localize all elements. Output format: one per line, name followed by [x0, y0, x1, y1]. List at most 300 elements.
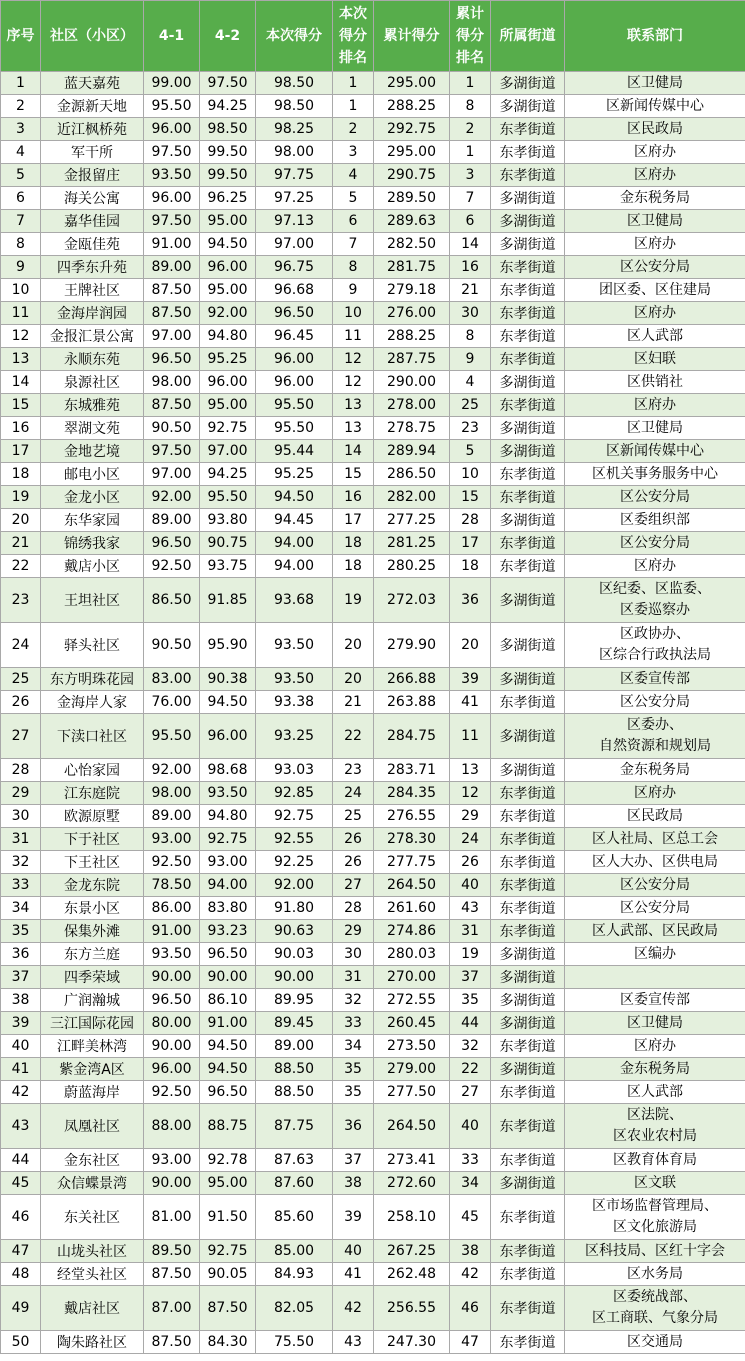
table-row	[1, 440, 745, 463]
cumulative-rank-cell: 8	[450, 95, 491, 118]
table-row	[1, 463, 745, 486]
score-4-1-cell: 89.00	[144, 509, 200, 532]
current-rank-cell: 20	[333, 668, 374, 691]
score-4-1-cell: 87.50	[144, 1331, 200, 1354]
community-cell: 四季荣域	[41, 966, 144, 989]
score-4-2-cell: 93.50	[200, 782, 256, 805]
street-cell: 多湖街道	[491, 440, 565, 463]
cumulative-rank-cell: 2	[450, 118, 491, 141]
score-4-2-cell: 93.23	[200, 920, 256, 943]
cumulative-rank-cell: 14	[450, 233, 491, 256]
current-score-cell: 89.45	[256, 1012, 333, 1035]
serial-cell: 37	[1, 966, 41, 989]
community-cell: 军干所	[41, 141, 144, 164]
community-cell: 下王社区	[41, 851, 144, 874]
contact-dept-cell: 区机关事务服务中心	[565, 463, 745, 486]
current-rank-cell: 35	[333, 1081, 374, 1104]
current-rank-cell: 31	[333, 966, 374, 989]
serial-cell: 45	[1, 1172, 41, 1195]
cumulative-rank-cell: 16	[450, 256, 491, 279]
score-4-2-cell: 92.75	[200, 1240, 256, 1263]
street-cell: 多湖街道	[491, 72, 565, 95]
serial-cell: 2	[1, 95, 41, 118]
score-4-2-cell: 94.50	[200, 1058, 256, 1081]
table-row	[1, 1149, 745, 1172]
current-rank-cell: 15	[333, 463, 374, 486]
street-cell: 东孝街道	[491, 851, 565, 874]
cumulative-score-cell: 283.71	[374, 759, 450, 782]
score-4-2-cell: 90.00	[200, 966, 256, 989]
table-row	[1, 1035, 745, 1058]
header-community: 社区（小区）	[41, 1, 144, 72]
table-row	[1, 920, 745, 943]
serial-cell: 39	[1, 1012, 41, 1035]
cumulative-score-cell: 295.00	[374, 72, 450, 95]
cumulative-score-cell: 277.25	[374, 509, 450, 532]
score-4-1-cell: 97.00	[144, 325, 200, 348]
score-4-2-cell: 90.75	[200, 532, 256, 555]
table-row	[1, 256, 745, 279]
table-row	[1, 348, 745, 371]
score-4-1-cell: 93.50	[144, 943, 200, 966]
score-4-1-cell: 96.50	[144, 989, 200, 1012]
current-rank-cell: 14	[333, 440, 374, 463]
cumulative-rank-cell: 36	[450, 578, 491, 623]
cumulative-score-cell: 278.30	[374, 828, 450, 851]
current-rank-cell: 28	[333, 897, 374, 920]
community-cell: 王坦社区	[41, 578, 144, 623]
current-rank-cell: 6	[333, 210, 374, 233]
score-4-2-cell: 95.90	[200, 623, 256, 668]
cumulative-rank-cell: 45	[450, 1195, 491, 1240]
cumulative-score-cell: 284.35	[374, 782, 450, 805]
serial-cell: 28	[1, 759, 41, 782]
current-rank-cell: 1	[333, 95, 374, 118]
serial-cell: 24	[1, 623, 41, 668]
contact-dept-cell: 金东税务局	[565, 759, 745, 782]
current-rank-cell: 41	[333, 1263, 374, 1286]
current-rank-cell: 5	[333, 187, 374, 210]
community-cell: 永顺东苑	[41, 348, 144, 371]
serial-cell: 42	[1, 1081, 41, 1104]
community-cell: 金源新天地	[41, 95, 144, 118]
community-cell: 金东社区	[41, 1149, 144, 1172]
current-rank-cell: 19	[333, 578, 374, 623]
community-cell: 金报汇景公寓	[41, 325, 144, 348]
cumulative-rank-cell: 42	[450, 1263, 491, 1286]
table-row	[1, 371, 745, 394]
score-4-1-cell: 96.50	[144, 348, 200, 371]
table-row	[1, 164, 745, 187]
current-rank-cell: 21	[333, 691, 374, 714]
current-rank-cell: 7	[333, 233, 374, 256]
cumulative-rank-cell: 19	[450, 943, 491, 966]
score-4-2-cell: 93.75	[200, 555, 256, 578]
header-current-score: 本次得分	[256, 1, 333, 72]
community-cell: 东城雅苑	[41, 394, 144, 417]
current-rank-cell: 3	[333, 141, 374, 164]
cumulative-score-cell: 262.48	[374, 1263, 450, 1286]
cumulative-score-cell: 282.00	[374, 486, 450, 509]
current-score-cell: 90.63	[256, 920, 333, 943]
cumulative-rank-cell: 35	[450, 989, 491, 1012]
cumulative-rank-cell: 47	[450, 1331, 491, 1354]
contact-dept-cell: 区人大办、区供电局	[565, 851, 745, 874]
cumulative-score-cell: 270.00	[374, 966, 450, 989]
score-4-2-cell: 88.75	[200, 1104, 256, 1149]
serial-cell: 7	[1, 210, 41, 233]
contact-dept-cell: 区委组织部	[565, 509, 745, 532]
street-cell: 东孝街道	[491, 394, 565, 417]
street-cell: 多湖街道	[491, 210, 565, 233]
table-body	[1, 72, 745, 1354]
cumulative-score-cell: 289.94	[374, 440, 450, 463]
serial-cell: 6	[1, 187, 41, 210]
street-cell: 东孝街道	[491, 463, 565, 486]
current-score-cell: 85.60	[256, 1195, 333, 1240]
score-4-1-cell: 86.50	[144, 578, 200, 623]
score-4-1-cell: 93.50	[144, 164, 200, 187]
current-rank-cell: 23	[333, 759, 374, 782]
current-score-cell: 94.00	[256, 555, 333, 578]
score-4-1-cell: 96.00	[144, 187, 200, 210]
cumulative-score-cell: 288.25	[374, 325, 450, 348]
table-row	[1, 72, 745, 95]
current-score-cell: 94.00	[256, 532, 333, 555]
current-rank-cell: 12	[333, 371, 374, 394]
street-cell: 多湖街道	[491, 623, 565, 668]
current-score-cell: 92.85	[256, 782, 333, 805]
cumulative-rank-cell: 17	[450, 532, 491, 555]
street-cell: 多湖街道	[491, 668, 565, 691]
current-score-cell: 96.45	[256, 325, 333, 348]
serial-cell: 3	[1, 118, 41, 141]
table-row	[1, 714, 745, 759]
table-row	[1, 141, 745, 164]
score-4-1-cell: 90.00	[144, 1172, 200, 1195]
score-4-1-cell: 80.00	[144, 1012, 200, 1035]
street-cell: 东孝街道	[491, 897, 565, 920]
contact-dept-cell	[565, 966, 745, 989]
score-4-1-cell: 92.50	[144, 555, 200, 578]
table-row	[1, 691, 745, 714]
contact-dept-cell: 区市场监督管理局、 区文化旅游局	[565, 1195, 745, 1240]
community-cell: 东方明珠花园	[41, 668, 144, 691]
community-cell: 四季东升苑	[41, 256, 144, 279]
serial-cell: 13	[1, 348, 41, 371]
street-cell: 东孝街道	[491, 1286, 565, 1331]
cumulative-rank-cell: 6	[450, 210, 491, 233]
current-score-cell: 75.50	[256, 1331, 333, 1354]
current-score-cell: 97.13	[256, 210, 333, 233]
current-rank-cell: 24	[333, 782, 374, 805]
score-4-1-cell: 89.00	[144, 805, 200, 828]
score-4-2-cell: 91.85	[200, 578, 256, 623]
cumulative-rank-cell: 30	[450, 302, 491, 325]
score-4-1-cell: 90.50	[144, 417, 200, 440]
serial-cell: 10	[1, 279, 41, 302]
street-cell: 东孝街道	[491, 1035, 565, 1058]
street-cell: 多湖街道	[491, 187, 565, 210]
street-cell: 多湖街道	[491, 371, 565, 394]
serial-cell: 48	[1, 1263, 41, 1286]
table-header	[1, 1, 745, 72]
community-cell: 下渎口社区	[41, 714, 144, 759]
contact-dept-cell: 区科技局、区红十字会	[565, 1240, 745, 1263]
contact-dept-cell: 区民政局	[565, 118, 745, 141]
current-rank-cell: 39	[333, 1195, 374, 1240]
table-row	[1, 417, 745, 440]
cumulative-score-cell: 263.88	[374, 691, 450, 714]
cumulative-rank-cell: 4	[450, 371, 491, 394]
score-4-2-cell: 95.50	[200, 486, 256, 509]
serial-cell: 32	[1, 851, 41, 874]
current-rank-cell: 32	[333, 989, 374, 1012]
serial-cell: 44	[1, 1149, 41, 1172]
current-score-cell: 98.50	[256, 72, 333, 95]
cumulative-score-cell: 272.60	[374, 1172, 450, 1195]
community-cell: 金地艺境	[41, 440, 144, 463]
community-cell: 陶朱路社区	[41, 1331, 144, 1354]
table-row	[1, 532, 745, 555]
street-cell: 东孝街道	[491, 325, 565, 348]
score-4-2-cell: 91.50	[200, 1195, 256, 1240]
cumulative-score-cell: 290.00	[374, 371, 450, 394]
score-4-1-cell: 86.00	[144, 897, 200, 920]
contact-dept-cell: 区文联	[565, 1172, 745, 1195]
contact-dept-cell: 区人武部、区民政局	[565, 920, 745, 943]
score-4-1-cell: 92.50	[144, 851, 200, 874]
current-score-cell: 87.63	[256, 1149, 333, 1172]
community-cell: 金海岸人家	[41, 691, 144, 714]
serial-cell: 36	[1, 943, 41, 966]
street-cell: 多湖街道	[491, 578, 565, 623]
current-rank-cell: 26	[333, 851, 374, 874]
community-cell: 近江枫桥苑	[41, 118, 144, 141]
current-score-cell: 85.00	[256, 1240, 333, 1263]
cumulative-score-cell: 274.86	[374, 920, 450, 943]
serial-cell: 9	[1, 256, 41, 279]
serial-cell: 17	[1, 440, 41, 463]
current-rank-cell: 36	[333, 1104, 374, 1149]
community-cell: 金瓯佳苑	[41, 233, 144, 256]
cumulative-rank-cell: 8	[450, 325, 491, 348]
cumulative-rank-cell: 41	[450, 691, 491, 714]
table-row	[1, 509, 745, 532]
street-cell: 多湖街道	[491, 417, 565, 440]
current-score-cell: 98.50	[256, 95, 333, 118]
community-cell: 金龙东院	[41, 874, 144, 897]
score-4-1-cell: 96.00	[144, 1058, 200, 1081]
serial-cell: 31	[1, 828, 41, 851]
community-cell: 蓝天嘉苑	[41, 72, 144, 95]
score-4-1-cell: 90.00	[144, 1035, 200, 1058]
serial-cell: 19	[1, 486, 41, 509]
table-row	[1, 1081, 745, 1104]
current-score-cell: 94.45	[256, 509, 333, 532]
score-4-1-cell: 96.00	[144, 118, 200, 141]
cumulative-score-cell: 261.60	[374, 897, 450, 920]
cumulative-rank-cell: 9	[450, 348, 491, 371]
cumulative-score-cell: 264.50	[374, 874, 450, 897]
score-4-2-cell: 96.00	[200, 256, 256, 279]
street-cell: 多湖街道	[491, 233, 565, 256]
current-score-cell: 96.50	[256, 302, 333, 325]
current-score-cell: 90.00	[256, 966, 333, 989]
serial-cell: 8	[1, 233, 41, 256]
current-rank-cell: 35	[333, 1058, 374, 1081]
score-4-1-cell: 92.00	[144, 486, 200, 509]
table-row	[1, 210, 745, 233]
contact-dept-cell: 区水务局	[565, 1263, 745, 1286]
current-score-cell: 95.50	[256, 417, 333, 440]
contact-dept-cell: 区府办	[565, 141, 745, 164]
cumulative-rank-cell: 25	[450, 394, 491, 417]
cumulative-score-cell: 290.75	[374, 164, 450, 187]
contact-dept-cell: 区卫健局	[565, 72, 745, 95]
score-4-1-cell: 83.00	[144, 668, 200, 691]
score-4-2-cell: 95.00	[200, 210, 256, 233]
contact-dept-cell: 区公安分局	[565, 691, 745, 714]
contact-dept-cell: 区人武部	[565, 1081, 745, 1104]
score-4-2-cell: 94.50	[200, 1035, 256, 1058]
cumulative-rank-cell: 39	[450, 668, 491, 691]
table-row	[1, 486, 745, 509]
header-cumulative-score: 累计得分	[374, 1, 450, 72]
table-row	[1, 623, 745, 668]
table-row	[1, 1331, 745, 1354]
score-4-1-cell: 93.00	[144, 828, 200, 851]
table-row	[1, 782, 745, 805]
table-row	[1, 1195, 745, 1240]
current-score-cell: 96.00	[256, 371, 333, 394]
contact-dept-cell: 区府办	[565, 1035, 745, 1058]
score-4-1-cell: 97.50	[144, 440, 200, 463]
score-4-2-cell: 84.30	[200, 1331, 256, 1354]
score-4-1-cell: 90.00	[144, 966, 200, 989]
table-row	[1, 668, 745, 691]
cumulative-score-cell: 280.03	[374, 943, 450, 966]
cumulative-score-cell: 278.75	[374, 417, 450, 440]
table-row	[1, 95, 745, 118]
street-cell: 东孝街道	[491, 1263, 565, 1286]
street-cell: 多湖街道	[491, 759, 565, 782]
cumulative-rank-cell: 24	[450, 828, 491, 851]
cumulative-rank-cell: 28	[450, 509, 491, 532]
score-4-2-cell: 94.50	[200, 691, 256, 714]
score-4-1-cell: 90.50	[144, 623, 200, 668]
serial-cell: 20	[1, 509, 41, 532]
serial-cell: 21	[1, 532, 41, 555]
cumulative-score-cell: 281.25	[374, 532, 450, 555]
current-score-cell: 93.50	[256, 668, 333, 691]
cumulative-score-cell: 281.75	[374, 256, 450, 279]
contact-dept-cell: 区府办	[565, 233, 745, 256]
community-cell: 欧源原墅	[41, 805, 144, 828]
current-rank-cell: 11	[333, 325, 374, 348]
contact-dept-cell: 区卫健局	[565, 417, 745, 440]
street-cell: 东孝街道	[491, 1104, 565, 1149]
cumulative-score-cell: 260.45	[374, 1012, 450, 1035]
current-rank-cell: 18	[333, 532, 374, 555]
cumulative-score-cell: 289.63	[374, 210, 450, 233]
score-4-2-cell: 86.10	[200, 989, 256, 1012]
score-4-2-cell: 92.75	[200, 417, 256, 440]
table-row	[1, 1286, 745, 1331]
cumulative-rank-cell: 43	[450, 897, 491, 920]
cumulative-rank-cell: 7	[450, 187, 491, 210]
score-4-1-cell: 96.50	[144, 532, 200, 555]
street-cell: 东孝街道	[491, 164, 565, 187]
community-cell: 保集外滩	[41, 920, 144, 943]
current-score-cell: 97.00	[256, 233, 333, 256]
street-cell: 东孝街道	[491, 555, 565, 578]
header-score-4-2: 4-2	[200, 1, 256, 72]
community-cell: 江畔美林湾	[41, 1035, 144, 1058]
cumulative-score-cell: 286.50	[374, 463, 450, 486]
contact-dept-cell: 区教育体育局	[565, 1149, 745, 1172]
current-score-cell: 98.00	[256, 141, 333, 164]
current-rank-cell: 26	[333, 828, 374, 851]
score-4-1-cell: 95.50	[144, 714, 200, 759]
serial-cell: 43	[1, 1104, 41, 1149]
score-4-1-cell: 95.50	[144, 95, 200, 118]
score-4-1-cell: 97.50	[144, 210, 200, 233]
street-cell: 东孝街道	[491, 691, 565, 714]
cumulative-rank-cell: 11	[450, 714, 491, 759]
score-4-1-cell: 76.00	[144, 691, 200, 714]
score-4-1-cell: 92.00	[144, 759, 200, 782]
table-row	[1, 828, 745, 851]
community-cell: 邮电小区	[41, 463, 144, 486]
community-cell: 金海岸润园	[41, 302, 144, 325]
table-row	[1, 233, 745, 256]
serial-cell: 47	[1, 1240, 41, 1263]
community-cell: 山垅头社区	[41, 1240, 144, 1263]
community-cell: 戴店小区	[41, 555, 144, 578]
street-cell: 东孝街道	[491, 118, 565, 141]
table-row	[1, 325, 745, 348]
score-4-1-cell: 87.50	[144, 394, 200, 417]
serial-cell: 15	[1, 394, 41, 417]
current-score-cell: 87.75	[256, 1104, 333, 1149]
current-score-cell: 95.44	[256, 440, 333, 463]
table-row	[1, 1172, 745, 1195]
table-row	[1, 897, 745, 920]
table-row	[1, 279, 745, 302]
serial-cell: 23	[1, 578, 41, 623]
community-cell: 海关公寓	[41, 187, 144, 210]
score-4-1-cell: 78.50	[144, 874, 200, 897]
table-row	[1, 394, 745, 417]
score-4-1-cell: 91.00	[144, 233, 200, 256]
score-4-2-cell: 97.50	[200, 72, 256, 95]
cumulative-rank-cell: 31	[450, 920, 491, 943]
cumulative-score-cell: 279.90	[374, 623, 450, 668]
current-rank-cell: 9	[333, 279, 374, 302]
contact-dept-cell: 区府办	[565, 555, 745, 578]
current-rank-cell: 12	[333, 348, 374, 371]
score-4-2-cell: 90.05	[200, 1263, 256, 1286]
cumulative-rank-cell: 12	[450, 782, 491, 805]
cumulative-rank-cell: 5	[450, 440, 491, 463]
street-cell: 东孝街道	[491, 1081, 565, 1104]
street-cell: 多湖街道	[491, 1058, 565, 1081]
contact-dept-cell: 区公安分局	[565, 874, 745, 897]
community-cell: 戴店社区	[41, 1286, 144, 1331]
header-cumulative-rank: 累计得分排名	[450, 1, 491, 72]
serial-cell: 16	[1, 417, 41, 440]
